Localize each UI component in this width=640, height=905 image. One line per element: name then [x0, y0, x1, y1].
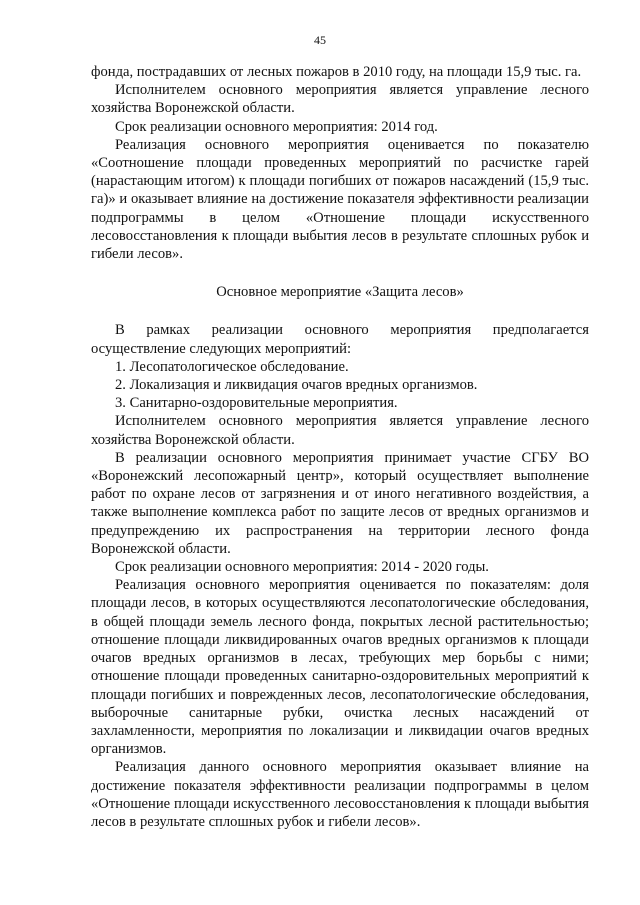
- paragraph-executor-2: Исполнителем основного мероприятия является управление лесного хозяйства Воронежской области.: [91, 413, 589, 448]
- paragraph-indicators: Реализация основного мероприятия оценивается по показателям: доля площади лесов, в которых осуществляются лесопатологические обследования, в общей площади земель лесного фонда, покрытых лесной растительностью; отношение площади ликвидированных очагов вредных организмов к площади очагов вредных организмов в лесах, требующих мер борьбы с ними; отношение площади проведенных санитарно-оздоровительных мероприятий к площади погибших и поврежденных лесов, лесопатологические обследования, выборочные санитарные рубки, очистка лесных насаждений от захламленности, мероприятия по локализации и ликвидации очагов вредных организмов.: [91, 577, 589, 758]
- paragraph-term-2: Срок реализации основного мероприятия: 2014 - 2020 годы.: [115, 559, 489, 576]
- list-item: 2. Локализация и ликвидация очагов вредных организмов.: [115, 377, 478, 394]
- paragraph-continuation: фонда, пострадавших от лесных пожаров в 2010 году, на площади 15,9 тыс. га.: [91, 64, 582, 80]
- paragraph-term: Срок реализации основного мероприятия: 2014 год.: [115, 118, 438, 135]
- section-heading: Основное мероприятие «Защита лесов»: [216, 284, 464, 301]
- document-body: [91, 63, 589, 831]
- paragraph-executor: Исполнителем основного мероприятия является управление лесного хозяйства Воронежской области.: [91, 82, 589, 117]
- page-number: 45: [314, 33, 326, 47]
- paragraph-evaluation: Реализация основного мероприятия оценивается по показателю «Соотношение площади проведенных мероприятий по расчистке гарей (нарастающим итогом) к площади погибших от пожаров насаждений (15,9 тыс. га)» и оказывает влияние на достижение показателя эффективности реализации подпрограммы в целом «Отношение площади искусственного лесовосстановления к площади выбытия лесов в результате сплошных рубок и гибели лесов».: [91, 136, 589, 263]
- paragraph-participant: В реализации основного мероприятия принимает участие СГБУ ВО «Воронежский лесопожарный центр», который осуществляет выполнение работ по охране лесов от загрязнения и от иного негативного воздействия, а также выполнение комплекса работ по защите лесов от вредных организмов и предупреждению их распространения на территории лесного фонда Воронежской области.: [91, 449, 589, 557]
- paragraph-intro: В рамках реализации основного мероприятия предполагается осуществление следующих мероприятий:: [91, 322, 589, 357]
- paragraph-impact: Реализация данного основного мероприятия оказывает влияние на достижение показателя эффективности реализации подпрограммы в целом «Отношение площади искусственного лесовосстановления к площади выбытия лесов в результате сплошных рубок и гибели лесов».: [91, 759, 589, 830]
- list-item: 1. Лесопатологическое обследование.: [115, 358, 349, 375]
- list-item: 3. Санитарно-оздоровительные мероприятия.: [115, 395, 398, 412]
